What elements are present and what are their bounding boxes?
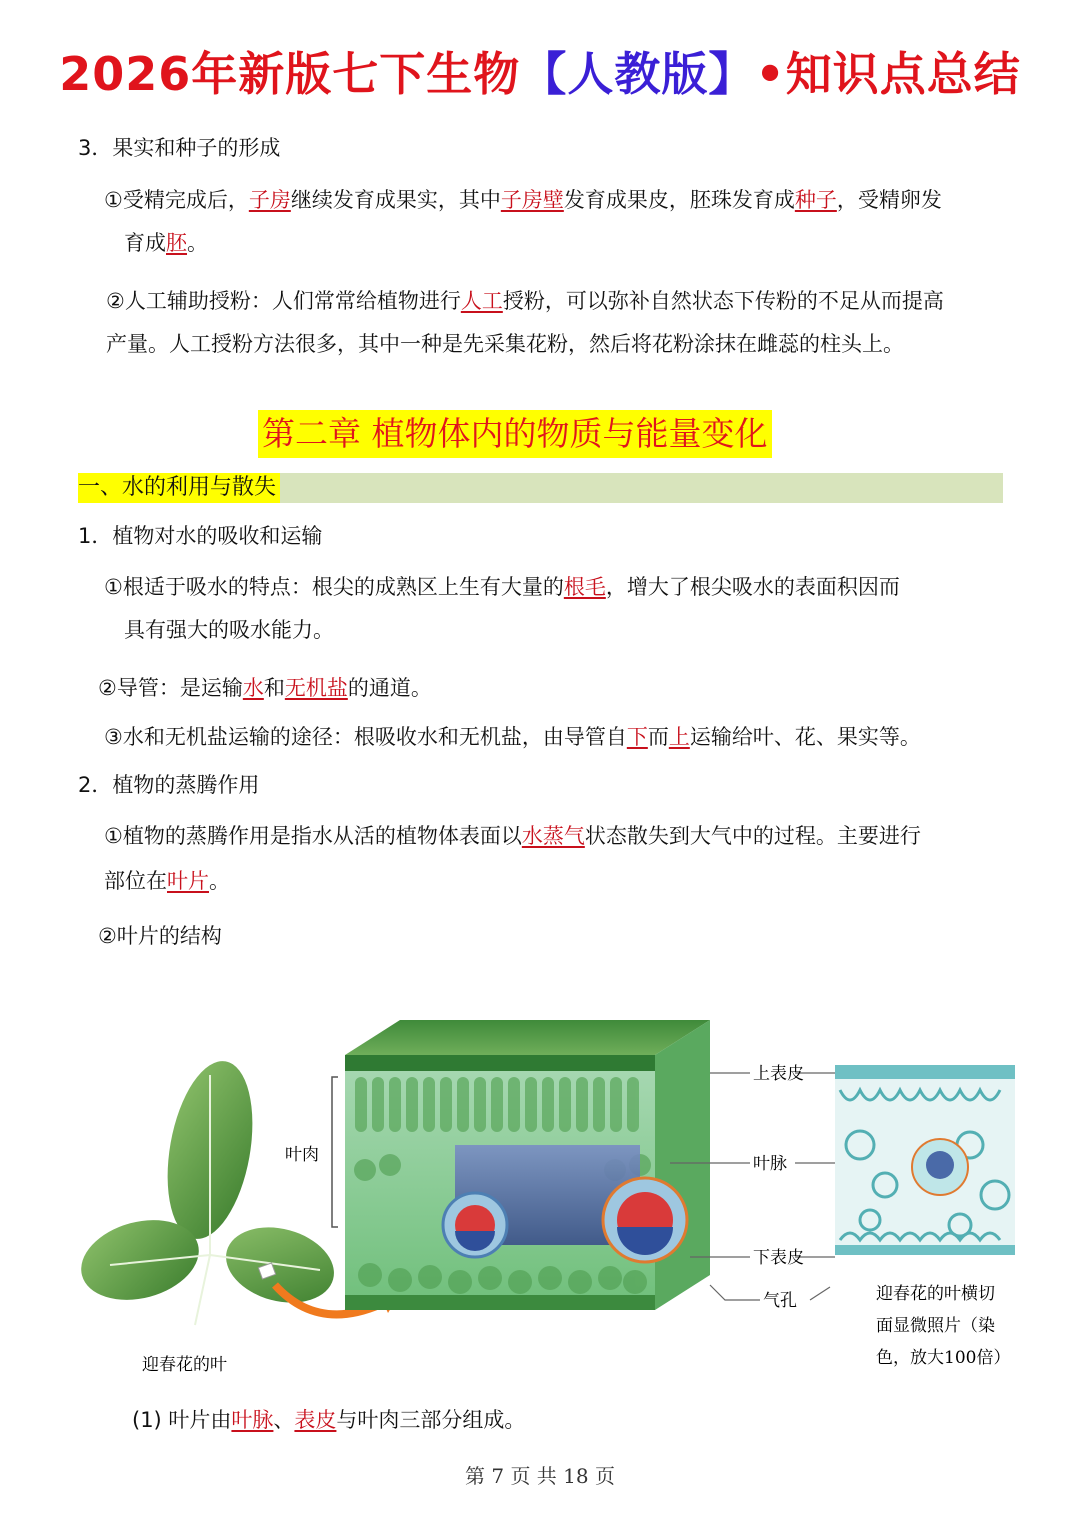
s3-p2-line1 bbox=[106, 286, 944, 316]
text-run: 。 bbox=[209, 869, 230, 893]
text-run: 运输给叶、花、果实等。 bbox=[689, 725, 921, 749]
text-run: ①植物的蒸腾作用是指水从活的植物体表面以 bbox=[104, 824, 522, 848]
text-run: 部位在 bbox=[104, 869, 167, 893]
answer-keyword: 叶片 bbox=[167, 869, 209, 893]
label-whole-leaf: 迎春花的叶 bbox=[142, 1355, 227, 1375]
answer-keyword: 根毛 bbox=[563, 575, 606, 599]
text-run: 授粉，可以弥补自然状态下传粉的不足从而提高 bbox=[502, 289, 944, 313]
title-part1: 2026年新版七下生物 bbox=[59, 47, 521, 101]
sub2-p1-line1 bbox=[104, 821, 921, 851]
title-part3: •知识点总结 bbox=[755, 47, 1021, 101]
sub1-p1-line1 bbox=[104, 572, 900, 602]
text-run: 继续发育成果实，其中 bbox=[290, 188, 501, 212]
s3-heading: 3．果实和种子的形成 bbox=[78, 136, 281, 160]
answer-keyword: 表皮 bbox=[294, 1408, 337, 1432]
text-run: ①受精完成后， bbox=[104, 188, 249, 212]
caption-line2: 面显微照片（染 bbox=[876, 1316, 995, 1336]
text-run: 状态散失到大气中的过程。主要进行 bbox=[584, 824, 921, 848]
label-stoma: 气孔 bbox=[763, 1291, 797, 1311]
text-run: ，受精卵发 bbox=[836, 188, 942, 212]
text-run: ③水和无机盐运输的途径：根吸收水和无机盐，由导管自 bbox=[104, 725, 627, 749]
sub2-heading: 2．植物的蒸腾作用 bbox=[78, 773, 260, 797]
label-mesophyll: 叶肉 bbox=[285, 1145, 319, 1165]
answer-keyword: 下 bbox=[626, 725, 648, 749]
caption-line3: 色，放大100倍） bbox=[876, 1348, 1011, 1368]
text-run: ①根适于吸水的特点：根尖的成熟区上生有大量的 bbox=[104, 575, 564, 599]
answer-keyword: 叶脉 bbox=[231, 1408, 274, 1432]
title-part2: 【人教版】 bbox=[520, 47, 756, 101]
s3-p1-line2 bbox=[124, 228, 208, 258]
leaf-composition-note bbox=[132, 1405, 525, 1435]
label-upper-epidermis: 上表皮 bbox=[753, 1064, 804, 1084]
text-run: 、 bbox=[273, 1408, 295, 1432]
text-run: ②导管：是运输 bbox=[98, 676, 243, 700]
chapter-heading: 第二章 植物体内的物质与能量变化 bbox=[258, 410, 772, 458]
answer-keyword: 人工 bbox=[460, 289, 503, 313]
sub1-heading: 1．植物对水的吸收和运输 bbox=[78, 524, 323, 548]
page-title bbox=[0, 38, 1080, 104]
answer-keyword: 上 bbox=[668, 725, 690, 749]
text-run: 的通道。 bbox=[347, 676, 432, 700]
page-number: 第 7 页 共 18 页 bbox=[465, 1464, 615, 1488]
answer-keyword: 水 bbox=[242, 676, 264, 700]
label-lower-epidermis: 下表皮 bbox=[753, 1248, 804, 1268]
section-heading: 一、水的利用与散失 bbox=[78, 473, 280, 503]
answer-keyword: 子房 bbox=[248, 188, 291, 212]
text-run: 而 bbox=[647, 725, 669, 749]
text-run: 。 bbox=[187, 231, 208, 255]
answer-keyword: 无机盐 bbox=[284, 676, 348, 700]
whole-leaf-illustration bbox=[72, 1054, 342, 1325]
caption-line1: 迎春花的叶横切 bbox=[876, 1284, 995, 1304]
text-run: 与叶肉三部分组成。 bbox=[336, 1408, 526, 1432]
sub1-p2 bbox=[98, 673, 432, 703]
leaf-structure-figure bbox=[70, 995, 1030, 1395]
answer-keyword: 子房壁 bbox=[500, 188, 564, 212]
sub2-p1-line2 bbox=[104, 866, 230, 896]
text-run: (1) 叶片由 bbox=[132, 1408, 232, 1432]
text-run: 育成 bbox=[124, 231, 166, 255]
micrograph-image bbox=[835, 1065, 1015, 1255]
text-run: ，增大了根尖吸水的表面积因而 bbox=[605, 575, 900, 599]
answer-keyword: 水蒸气 bbox=[521, 824, 585, 848]
s3-p1-line1 bbox=[104, 185, 942, 215]
sub1-p3 bbox=[104, 722, 921, 752]
sub2-p2: ②叶片的结构 bbox=[98, 924, 222, 948]
sub1-p1-line2: 具有强大的吸水能力。 bbox=[124, 618, 334, 642]
text-run: 和 bbox=[263, 676, 285, 700]
text-run: 发育成果皮，胚珠发育成 bbox=[563, 188, 795, 212]
answer-keyword: 种子 bbox=[794, 188, 837, 212]
s3-p2-line2: 产量。人工授粉方法很多，其中一种是先采集花粉，然后将花粉涂抹在雌蕊的柱头上。 bbox=[106, 332, 904, 356]
leaf-cross-section-block bbox=[345, 1020, 710, 1310]
label-vein: 叶脉 bbox=[753, 1154, 787, 1174]
answer-keyword: 胚 bbox=[166, 231, 187, 255]
text-run: ②人工辅助授粉：人们常常给植物进行 bbox=[106, 289, 461, 313]
